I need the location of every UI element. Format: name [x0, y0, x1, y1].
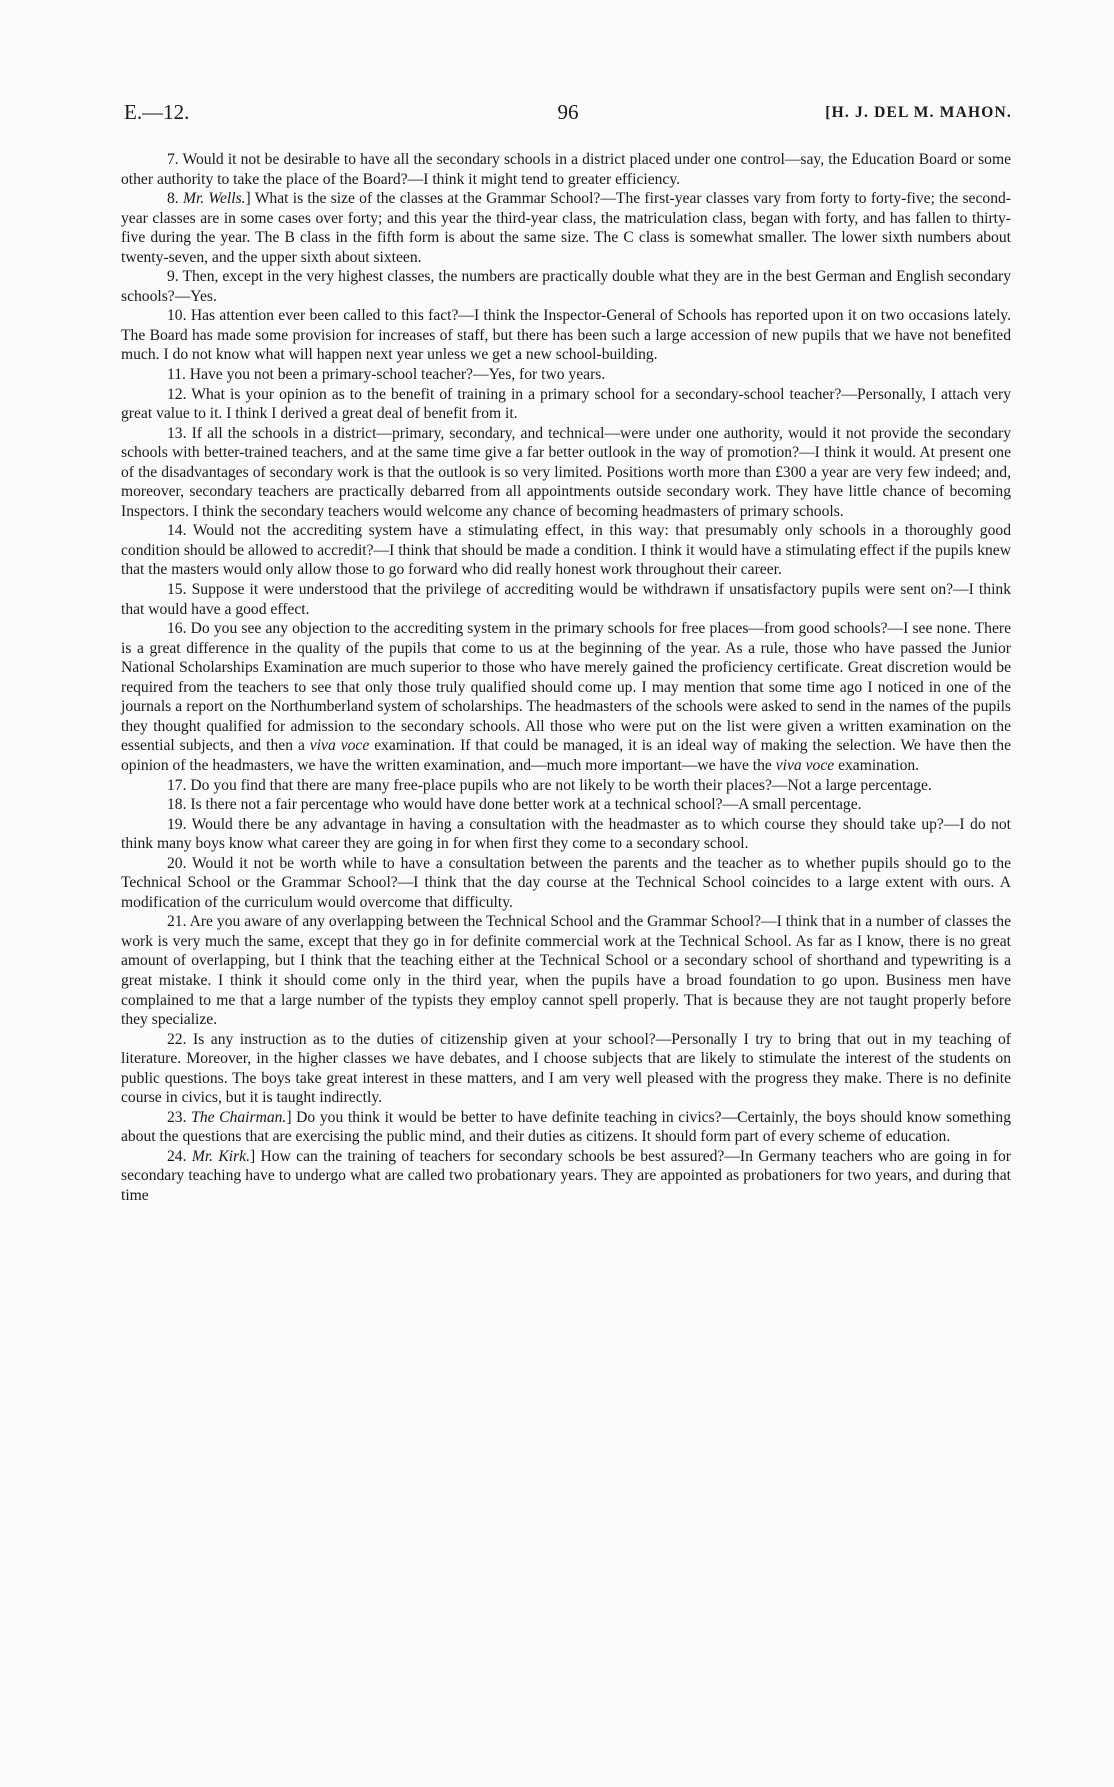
- paragraph-text: 17. Do you find that there are many free-place pupils who are not likely to be worth their places?—Not a large percentage.: [167, 776, 932, 794]
- question-answer-paragraph: [121, 912, 1011, 1029]
- question-answer-paragraph: [121, 1147, 1011, 1206]
- question-answer-paragraph: [121, 189, 1011, 267]
- paragraph-text: 7. Would it not be desirable to have all the secondary schools in a district placed under one control—say, the Education Board or some other authority to take the place of the Board?—I think it might tend to greater efficiency.: [121, 151, 1011, 188]
- paragraph-text: 19. Would there be any advantage in having a consultation with the headmaster as to which course they should take up?—I do not think many boys know what career they are going in for when first they come to a secondary school.: [121, 815, 1011, 853]
- question-answer-paragraph: [121, 795, 1011, 815]
- italic-text: viva voce: [775, 756, 835, 774]
- paragraph-text: 12. What is your opinion as to the benefit of training in a primary school for a secondary-school teacher?—Personally, I attach very great value to it. I think I derived a great deal of benefit from it.: [121, 385, 1011, 423]
- paragraph-text: 9. Then, except in the very highest classes, the numbers are practically double what they are in the best German and English secondary schools?—Yes.: [121, 268, 1011, 305]
- question-answer-paragraph: [121, 150, 1011, 189]
- question-answer-paragraph: [121, 619, 1011, 775]
- paragraph-text: 13. If all the schools in a district—primary, secondary, and technical—were under one authority, would it not provide the secondary schools with better-trained teachers, and at the same time give a far better outlook in the way of promotion?—I think it would. At present one of the disadvantages of secondary work is that the outlook is so very limited. Positions worth more than £300 a year are very few indeed; and, moreover, secondary teachers are practically debarred from all appointments outside secondary work. They have little chance of becoming Inspectors. I think the secondary teachers would welcome any chance of becoming headmasters of primary schools.: [121, 424, 1011, 520]
- paragraph-text: 24.: [167, 1147, 192, 1165]
- paragraph-text: 22. Is any instruction as to the duties of citizenship given at your school?—Personally I try to bring that out in my teaching of literature. Moreover, in the higher classes we have debates, and I choose subjects that are likely to stimulate the interest of the students on public questions. The boys take great interest in these matters, and I am very well pleased with the progress they make. There is no definite course in civics, but it is taught indirectly.: [121, 1030, 1011, 1107]
- paragraph-text: 11. Have you not been a primary-school teacher?—Yes, for two years.: [167, 366, 606, 384]
- paragraph-text: examination. If that could be managed, it is an ideal way of making the selection. We have then the opinion of the headmasters, we have the written examination, and—much more important—we have the: [121, 737, 1011, 774]
- italic-text: viva voce: [309, 737, 370, 755]
- question-answer-paragraph: [121, 267, 1011, 306]
- italic-text: Mr. Wells.: [182, 190, 246, 208]
- paragraph-text: 23.: [167, 1108, 192, 1126]
- document-reference: E.—12.: [124, 100, 190, 124]
- paragraph-text: 10. Has attention ever been called to this fact?—I think the Inspector-General of Schools has reported upon it on two occasions lately. The Board has made some provision for increases of staff, but there has been such a large accession of new pupils that we have not benefited much. I do not know what will happen next year unless we get a new school-building.: [121, 307, 1011, 364]
- paragraph-text: 21. Are you aware of any overlapping between the Technical School and the Grammar School?—I think that in a number of classes the work is very much the same, except that they go in for definite commercial work at the Technical School. As far as I know, there is no great amount of overlapping, but I think that the teaching either at the Technical School or a secondary school of shorthand and typewriting is a great mistake. I think it should come only in the third year, when the pupils have a broad foundation to go upon. Business men have complained to me that a large number of the typists they employ cannot spell properly. That is because they are not taught properly before they specialize.: [121, 913, 1011, 1029]
- question-answer-paragraph: [121, 521, 1011, 580]
- page-header: [124, 100, 1012, 126]
- italic-text: Mr. Kirk.: [191, 1147, 250, 1165]
- question-answer-paragraph: [121, 580, 1011, 619]
- question-answer-paragraph: [121, 1108, 1011, 1147]
- witness-name: [H. J. DEL M. MAHON.: [825, 104, 1012, 121]
- question-answer-paragraph: [121, 815, 1011, 854]
- question-answer-paragraph: [121, 424, 1011, 522]
- paragraph-text: 16. Do you see any objection to the accrediting system in the primary schools for free places—from good schools?—I see none. There is a great difference in the quality of the pupils that come to us at the beginning of the year. As a rule, those who have passed the Junior National Scholarships Examination are much superior to those who have merely gained the proficiency certificate. Great discretion would be required from the teachers to see that only those truly qualified should come up. I may mention that some time ago I noticed in one of the journals a report on the Northumberland system of scholarships. The headmasters of the schools were asked to send in the names of the pupils they thought qualified for admission to the secondary schools. All those who were put on the list were given a written examination on the essential subjects, and then a: [121, 620, 1011, 755]
- question-answer-paragraph: [121, 776, 1011, 796]
- question-answer-paragraph: [121, 854, 1011, 913]
- question-answer-paragraph: [121, 365, 1011, 385]
- paragraph-text: examination.: [834, 756, 920, 774]
- question-answer-paragraph: [121, 1030, 1011, 1108]
- paragraph-text: ] How can the training of teachers for secondary schools be best assured?—In Germany teachers who are going in for secondary teaching have to undergo what are called two probationary years. They are appointed as probationers for two years, and during that time: [121, 1147, 1011, 1204]
- paragraph-text: 18. Is there not a fair percentage who would have done better work at a technical school?—A small percentage.: [167, 796, 862, 814]
- paragraph-text: 20. Would it not be worth while to have a consultation between the parents and the teacher as to whether pupils should go to the Technical School or the Grammar School?—I think that the day course at the Technical School coincides to a large extent with ours. A modification of the curriculum would overcome that difficulty.: [121, 854, 1011, 911]
- paragraph-text: 14. Would not the accrediting system have a stimulating effect, in this way: that presumably only schools in a thoroughly good condition should be allowed to accredit?—I think that should be made a condition. I think it would have a stimulating effect if the pupils knew that the masters would only allow those to go forward who did really honest work throughout their career.: [121, 522, 1011, 579]
- paragraph-text: ] Do you think it would be better to have definite teaching in civics?—Certainly, the boys should know something about the questions that are exercising the public mind, and their duties as citizens. It should form part of every scheme of education.: [121, 1108, 1011, 1146]
- paragraph-text: 8.: [167, 190, 183, 208]
- document-body: [121, 150, 1011, 1206]
- italic-text: The Chairman.: [191, 1108, 287, 1126]
- question-answer-paragraph: [121, 306, 1011, 365]
- question-answer-paragraph: [121, 385, 1011, 424]
- paragraph-text: ] What is the size of the classes at the Grammar School?—The first-year classes vary from forty to forty-five; the second-year classes are in some cases over forty; and this year the third-year class, the matriculation class, began with forty, and has fallen to thirty-five during the year. The B class in the fifth form is about the same size. The C class is somewhat smaller. The lower sixth numbers about twenty-seven, and the upper sixth about sixteen.: [121, 190, 1011, 266]
- paragraph-text: 15. Suppose it were understood that the privilege of accrediting would be withdrawn if unsatisfactory pupils were sent on?—I think that would have a good effect.: [121, 581, 1011, 618]
- page-number: 96: [557, 100, 579, 124]
